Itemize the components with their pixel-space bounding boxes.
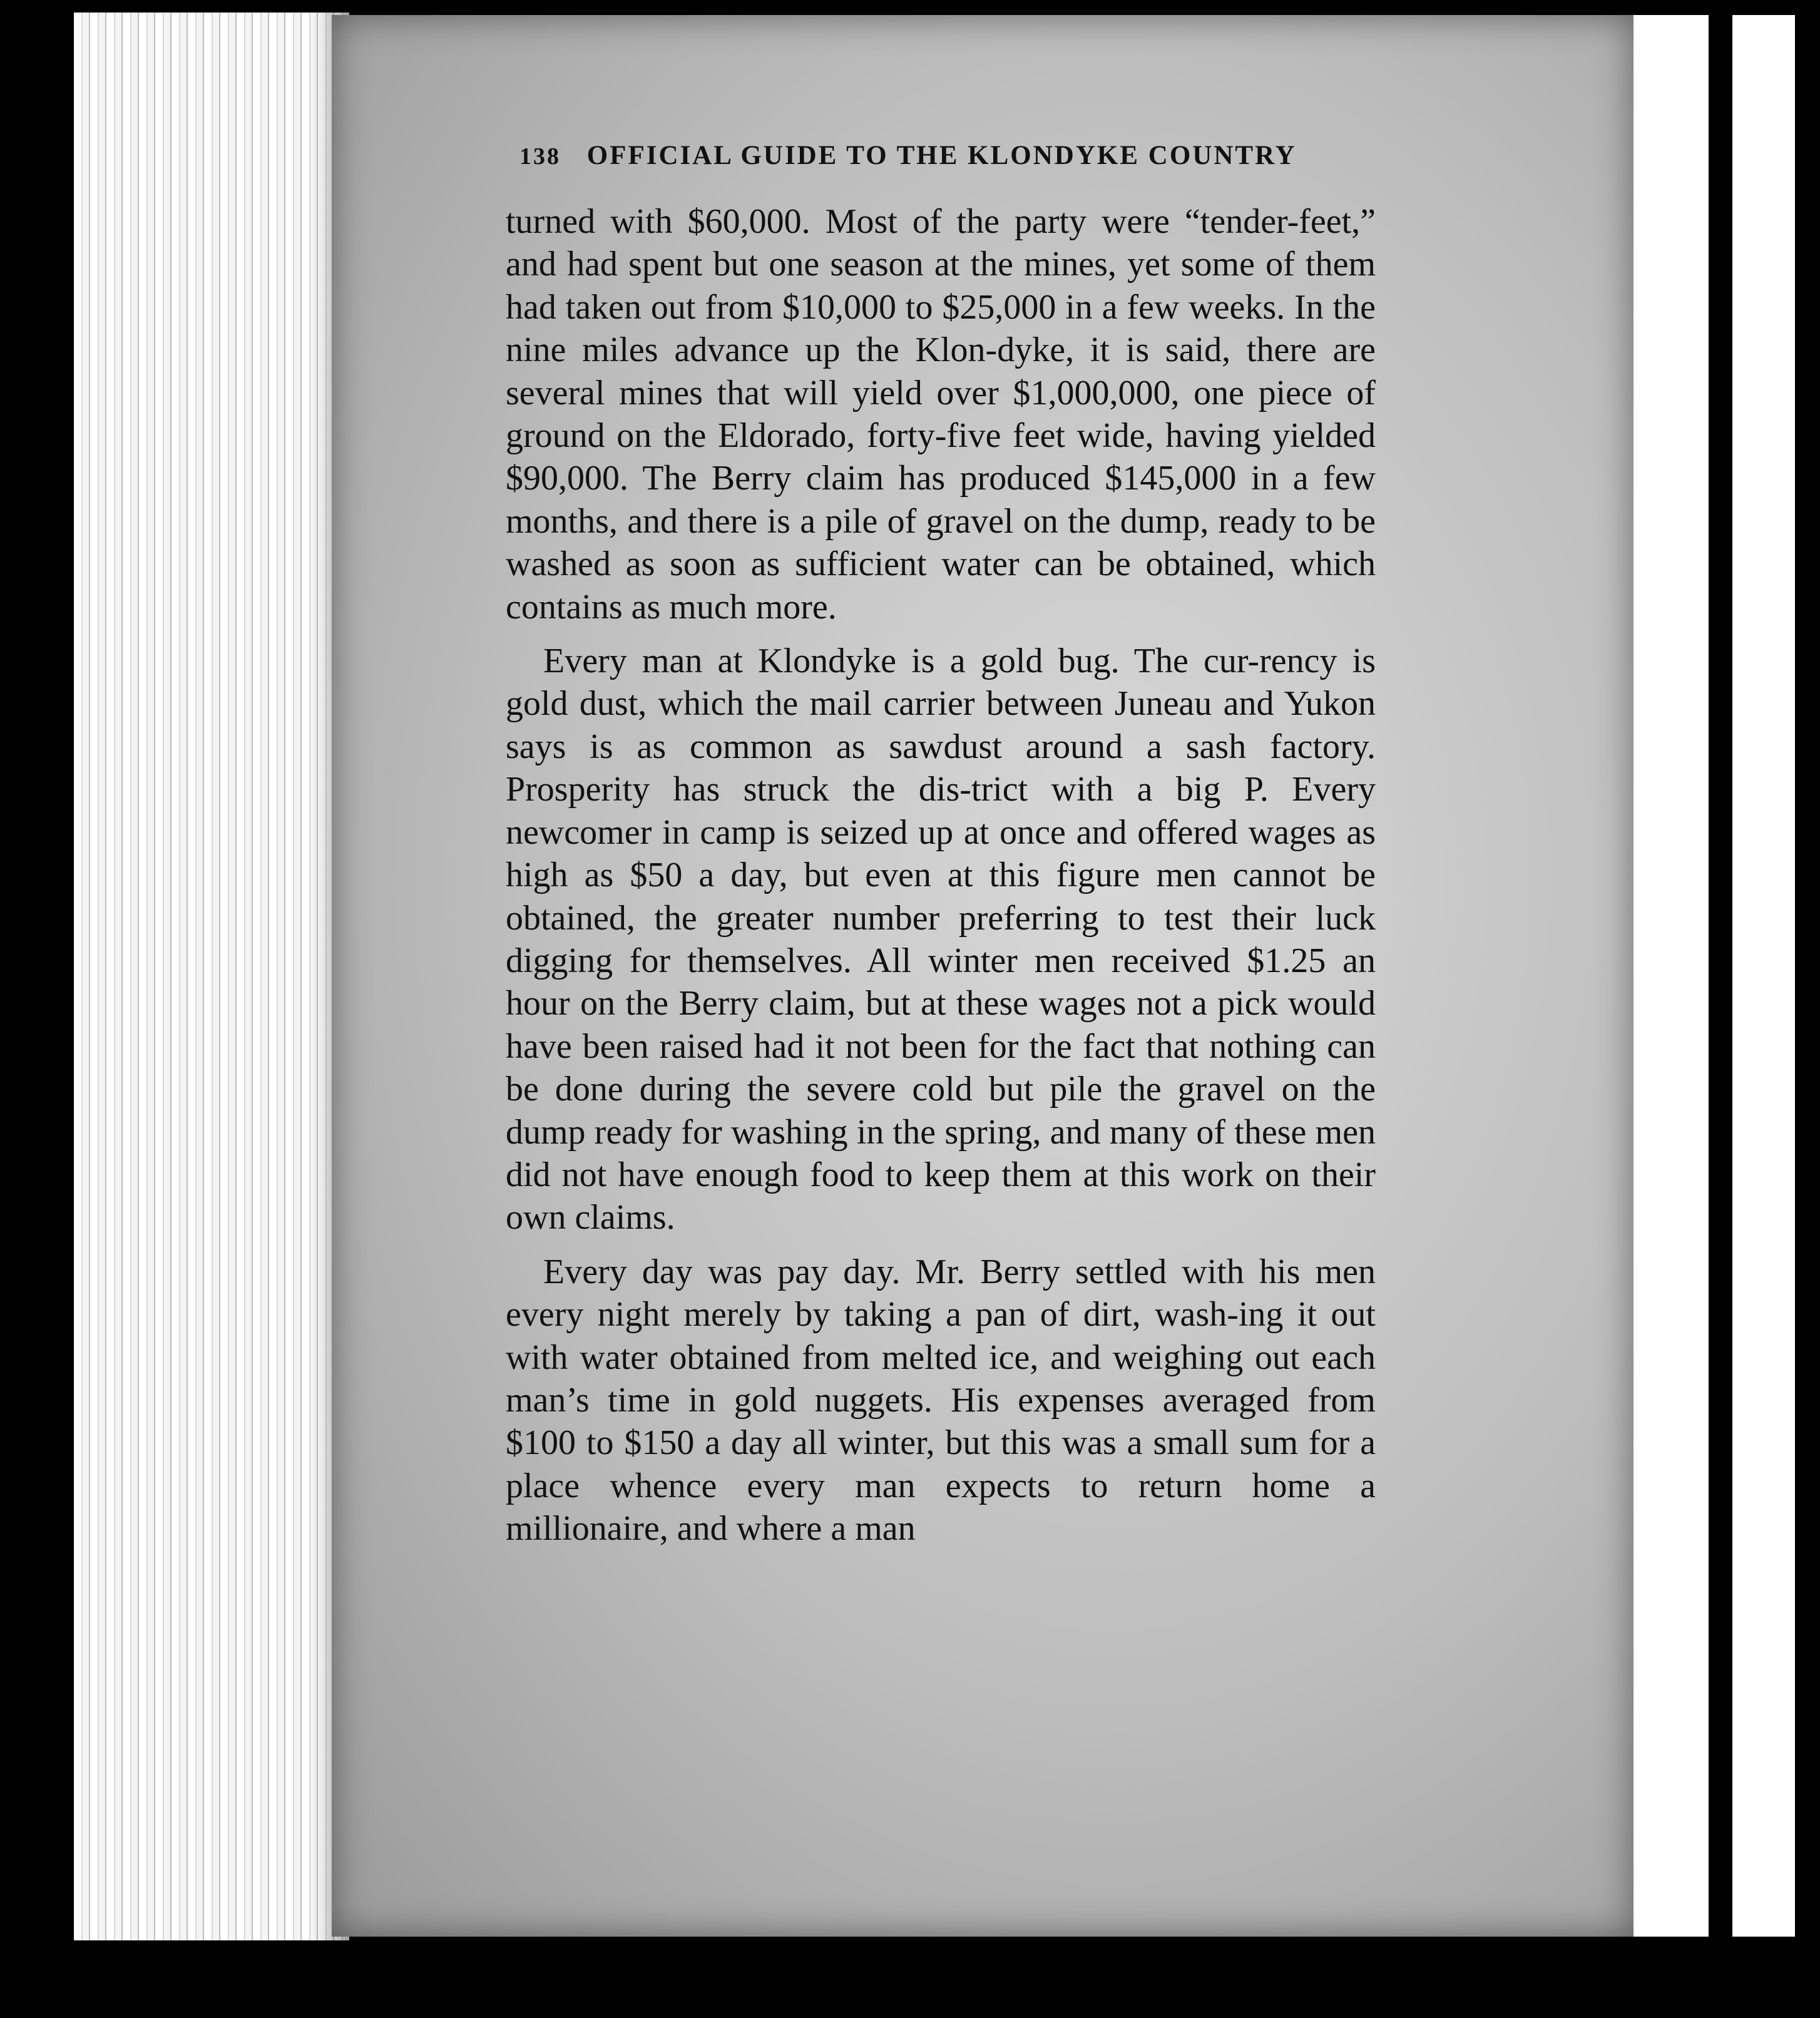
book-page-edges	[74, 13, 349, 1940]
running-header	[519, 140, 1333, 171]
body-text	[506, 200, 1376, 1550]
paragraph-2: Every man at Klondyke is a gold bug. The cur-rency is gold dust, which the mail carrier between Juneau and Yukon says is as common as sawdust around a sash factory. Prosperity has struck the dis-trict with a big P. Every newcomer in camp is seized up at once and offered wages as high as $50 a day, but even at this figure men cannot be obtained, the greater number preferring to test their luck digging for themselves. All winter men received $1.25 an hour on the Berry claim, but at these wages not a pick would have been raised had it not been for the fact that nothing can be done during the severe cold but pile the gravel on the dump ready for washing in the spring, and many of these men did not have enough food to keep them at this work on their own claims.	[506, 642, 1376, 1237]
running-title: OFFICIAL GUIDE TO THE KLONDYKE COUNTRY	[586, 141, 1297, 170]
page-number: 138	[519, 143, 561, 170]
paragraph-3: Every day was pay day. Mr. Berry settled with his men every night merely by taking a pan of dirt, wash-ing it out with water obtained from melted ice, and weighing out each man’s time in gold nuggets. His expenses averaged from $100 to $150 a day all winter, but this was a small sum for a place whence every man expects to return home a millionaire, and where a man	[506, 1252, 1376, 1549]
paragraph-1: turned with $60,000. Most of the party were “tender-feet,” and had spent but one season at the mines, yet some of them had taken out from $10,000 to $25,000 in a few weeks. In the nine miles advance up the Klon-dyke, it is said, there are several mines that will yield over $1,000,000, one piece of ground on the Eldorado, forty-five feet wide, having yielded $90,000. The Berry claim has produced $145,000 in a few months, and there is a pile of gravel on the dump, ready to be washed as soon as sufficient water can be obtained, which contains as much more.	[506, 202, 1376, 627]
facing-page-edge	[1721, 15, 1795, 1937]
facing-page-margin	[1633, 15, 1709, 1937]
